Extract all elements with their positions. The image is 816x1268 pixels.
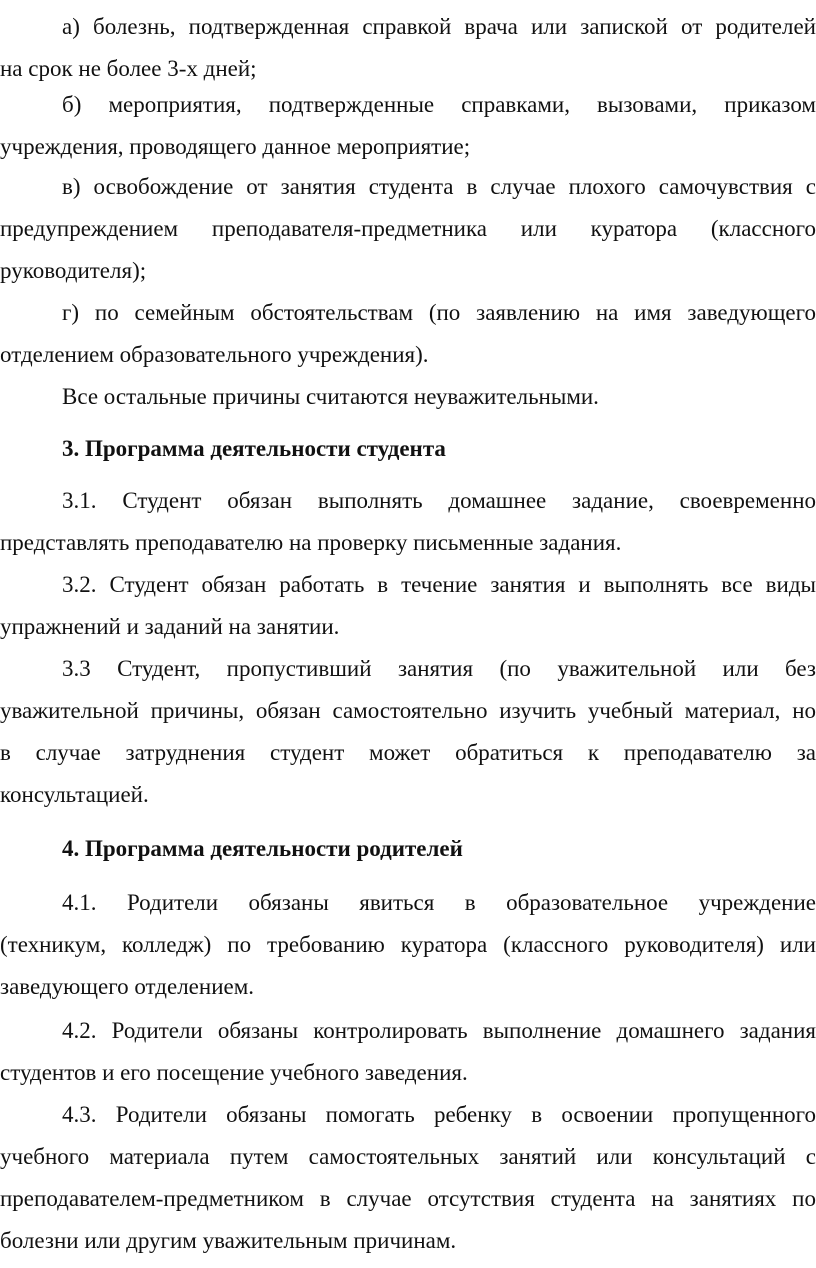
text-line: 3.1. Студент обязан выполнять домашнее задание, своевременно xyxy=(62,488,816,513)
paragraph-reason-a xyxy=(0,6,816,90)
text-line: 4.3. Родители обязаны помогать ребенку в освоении пропущенного xyxy=(62,1102,816,1127)
paragraph-4-1 xyxy=(0,882,816,1008)
text-line: 3.3 Студент, пропустивший занятия (по уважительной или без xyxy=(62,656,816,681)
paragraph-reason-b xyxy=(0,84,816,168)
paragraph-reason-v xyxy=(0,166,816,292)
text-line: преподавателем-предметником в случае отсутствия студента на занятиях по xyxy=(0,1186,816,1211)
paragraph-3-3 xyxy=(0,648,816,816)
text-line: г) по семейным обстоятельствам (по заявлению на имя заведующего xyxy=(62,300,816,325)
text-line: уважительной причины, обязан самостоятельно изучить учебный материал, но xyxy=(0,698,816,723)
text-line: болезни или другим уважительным причинам. xyxy=(0,1228,457,1253)
paragraph-3-2 xyxy=(0,564,816,648)
text-line: а) болезнь, подтвержденная справкой врача или запиской от родителей xyxy=(62,14,816,39)
paragraph-4-3 xyxy=(0,1094,816,1262)
paragraph-4-2 xyxy=(0,1010,816,1094)
text-line: предупреждением преподавателя-предметника или куратора (классного xyxy=(0,216,816,241)
text-line: отделением образовательного учреждения). xyxy=(0,342,429,367)
paragraph-3-1 xyxy=(0,480,816,564)
text-line: (техникум, колледж) по требованию куратора (классного руководителя) или xyxy=(0,932,816,957)
text-line: 3.2. Студент обязан работать в течение занятия и выполнять все виды xyxy=(62,572,816,597)
text-line: в) освобождение от занятия студента в случае плохого самочувствия с xyxy=(62,174,816,199)
section-heading-parents: 4. Программа деятельности родителей xyxy=(62,836,463,861)
text-line: учебного материала путем самостоятельных занятий или консультаций с xyxy=(0,1144,816,1169)
text-line: консультацией. xyxy=(0,782,149,807)
paragraph-reason-g xyxy=(0,292,816,376)
text-line: руководителя); xyxy=(0,258,147,283)
text-line: представлять преподавателю на проверку письменные задания. xyxy=(0,530,622,555)
text-line: Все остальные причины считаются неуважительными. xyxy=(62,384,599,409)
text-line: заведующего отделением. xyxy=(0,974,255,999)
text-line: в случае затруднения студент может обратиться к преподавателю за xyxy=(0,740,816,765)
text-line: студентов и его посещение учебного заведения. xyxy=(0,1060,468,1085)
text-line: учреждения, проводящего данное мероприятие; xyxy=(0,134,471,159)
section-heading-student: 3. Программа деятельности студента xyxy=(62,436,446,461)
paragraph-other-reasons xyxy=(0,376,816,418)
text-line: 4.2. Родители обязаны контролировать выполнение домашнего задания xyxy=(62,1018,816,1043)
text-line: 4.1. Родители обязаны явиться в образовательное учреждение xyxy=(62,890,816,915)
text-line: упражнений и заданий на занятии. xyxy=(0,614,340,639)
text-line: б) мероприятия, подтвержденные справками, вызовами, приказом xyxy=(62,92,816,117)
text-line: на срок не более 3-х дней; xyxy=(0,56,257,81)
